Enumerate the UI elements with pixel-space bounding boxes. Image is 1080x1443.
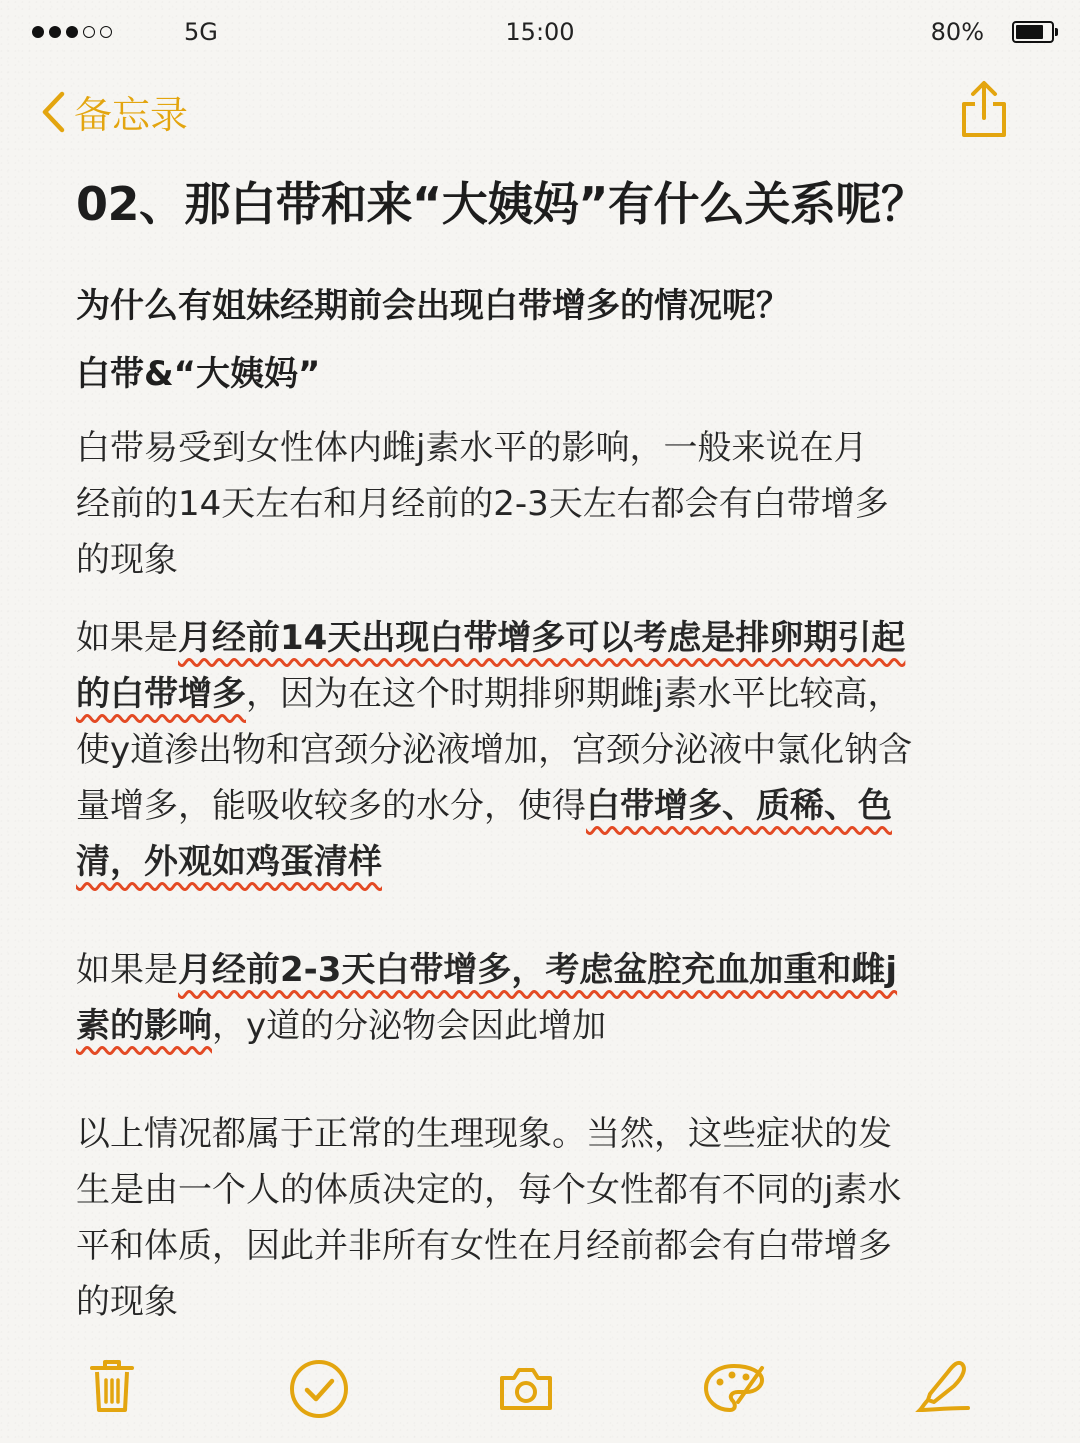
battery-icon xyxy=(1012,21,1054,43)
highlighted-text: 素的影响 xyxy=(76,1006,212,1046)
chevron-left-icon xyxy=(40,90,66,134)
camera-icon xyxy=(498,1364,554,1412)
paragraph-3 xyxy=(76,942,1066,1054)
text-line: 平和体质，因此并非所有女性在月经前都会有白带增多 xyxy=(76,1226,892,1266)
camera-button[interactable] xyxy=(498,1364,554,1416)
text-line: 如果是月经前14天出现白带增多可以考虑是排卵期引起 xyxy=(76,618,906,658)
paragraph-1 xyxy=(76,420,1066,588)
text-line: 的现象 xyxy=(76,540,178,580)
delete-button[interactable] xyxy=(88,1358,136,1418)
text-line xyxy=(76,834,1066,890)
checklist-button[interactable] xyxy=(288,1358,350,1424)
sketch-button[interactable] xyxy=(702,1362,766,1418)
text-line: 的白带增多，因为在这个时期排卵期雌j素水平比较高， xyxy=(76,674,902,714)
note-subtitle: 为什么有姐妹经期前会出现白带增多的情况呢？ xyxy=(76,286,790,326)
text-line: 以上情况都属于正常的生理现象。当然，这些症状的发 xyxy=(76,1114,892,1154)
text-line: 经前的14天左右和月经前的2-3天左右都会有白带增多 xyxy=(76,484,889,524)
compose-button[interactable] xyxy=(914,1358,972,1420)
back-label: 备忘录 xyxy=(74,93,189,137)
network-label: 5G xyxy=(184,18,218,46)
highlighted-text: 清，外观如鸡蛋清样 xyxy=(76,842,382,882)
palette-icon xyxy=(702,1362,766,1414)
highlighted-text: 月经前2-3天白带增多，考虑盆腔充血加重和雌j xyxy=(178,950,898,990)
share-icon xyxy=(958,80,1010,140)
pen-icon xyxy=(914,1358,972,1416)
checklist-icon xyxy=(288,1358,350,1420)
paragraph-2 xyxy=(76,610,1066,890)
trash-icon xyxy=(88,1358,136,1414)
text-line: 生是由一个人的体质决定的，每个女性都有不同的j素水 xyxy=(76,1170,902,1210)
bottom-toolbar xyxy=(0,1350,1080,1430)
status-time: 15:00 xyxy=(505,18,575,46)
battery-percent: 80% xyxy=(930,18,984,46)
text-line: 使y道渗出物和宫颈分泌液增加，宫颈分泌液中氯化钠含 xyxy=(76,730,913,770)
text-line: 白带易受到女性体内雌j素水平的影响，一般来说在月 xyxy=(76,428,868,468)
back-button[interactable] xyxy=(40,84,188,139)
note-title: 02、那白带和来“大姨妈”有什么关系呢？ xyxy=(76,177,927,231)
highlighted-text: 的白带增多 xyxy=(76,674,246,714)
share-button[interactable] xyxy=(958,80,1010,144)
text-line: 如果是月经前2-3天白带增多，考虑盆腔充血加重和雌j xyxy=(76,950,898,990)
text-line: 素的影响，y道的分泌物会因此增加 xyxy=(76,1006,607,1046)
status-bar xyxy=(0,0,1080,66)
text-line: 量增多，能吸收较多的水分，使得白带增多、质稀、色 xyxy=(76,786,892,826)
highlighted-text: 白带增多、质稀、色 xyxy=(586,786,892,826)
paragraph-4 xyxy=(76,1106,1066,1330)
text-line: 的现象 xyxy=(76,1282,178,1322)
note-subtitle: 白带&“大姨妈” xyxy=(76,354,321,394)
highlighted-text: 月经前14天出现白带增多可以考虑是排卵期引起 xyxy=(178,618,906,658)
